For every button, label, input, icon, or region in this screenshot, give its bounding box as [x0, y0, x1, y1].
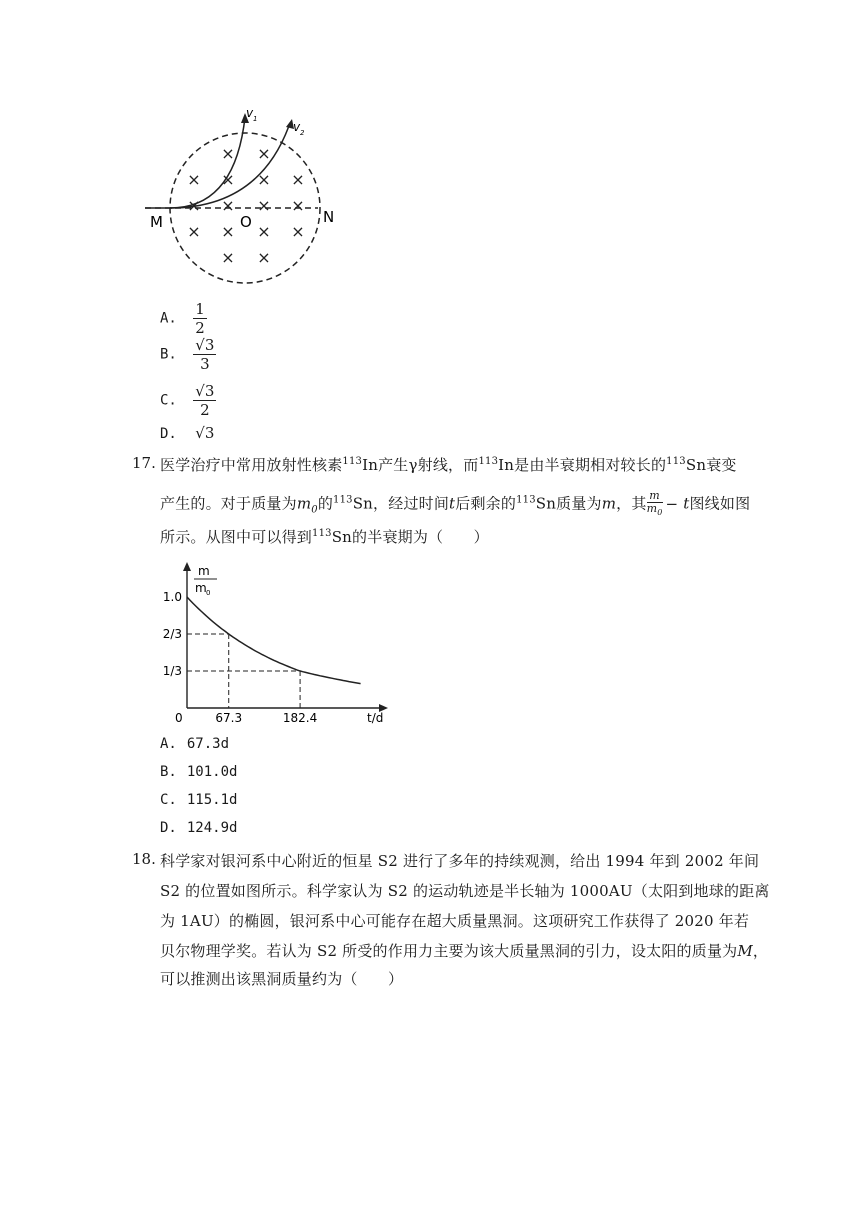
option-letter: A.	[160, 310, 177, 327]
label-O: O	[240, 213, 252, 231]
q17-option-c[interactable]: C. 115.1d	[160, 792, 238, 808]
origin-label: 0	[175, 711, 183, 725]
q18-line-1: 科学家对银河系中心附近的恒星 S2 进行了多年的持续观测，给出 1994 年到 2002 年间	[160, 852, 760, 870]
q16-option-b[interactable]: B. $\frac{√3}{3}$	[160, 336, 215, 373]
field-cross-icon: ×	[257, 144, 271, 163]
x-tick-label: 182.4	[282, 711, 318, 725]
field-cross-icon: ×	[221, 248, 235, 267]
label-v2: v	[293, 120, 301, 134]
field-cross-icon: ×	[221, 144, 235, 163]
guide-lines	[187, 634, 300, 708]
q18-line-4: 贝尔物理学奖。若认为 S2 所受的作用力主要为该大质量黑洞的引力，设太阳的质量为M，	[160, 942, 769, 960]
y-tick-label: 1/3	[162, 664, 182, 679]
option-letter: D.	[160, 426, 177, 442]
y-tick-labels	[163, 590, 182, 678]
magnetic-field-figure	[140, 105, 340, 290]
q17-option-a[interactable]: A. 67.3d	[160, 736, 230, 752]
option-letter: C.	[160, 392, 177, 409]
q18-line-5: 可以推测出该黑洞质量约为（ ）	[160, 970, 404, 988]
option-letter: B.	[160, 346, 177, 363]
y-tick-label: 2/3	[162, 626, 182, 641]
ylabel-num: m	[198, 564, 210, 578]
xlabel: t/d	[367, 711, 384, 725]
field-cross-icon: ×	[291, 170, 305, 189]
q18-line-2: S2 的位置如图所示。科学家认为 S2 的运动轨迹是半长轴为 1000AU（太阳到地球的距离	[160, 882, 770, 900]
field-cross-icon: ×	[257, 170, 271, 189]
label-v2-sub: 2	[300, 129, 305, 137]
y-tick-label: 1.0	[162, 590, 182, 604]
field-cross-icon: ×	[291, 196, 305, 215]
label-v1-sub: 1	[253, 115, 258, 123]
field-cross-icon: ×	[221, 196, 235, 215]
field-cross-icon: ×	[257, 248, 271, 267]
field-cross-icon: ×	[187, 170, 201, 189]
q17-line-3: 所示。从图中可以得到$^{113}$Sn的半衰期为（ ）	[160, 528, 489, 546]
q18-number: 18.	[132, 850, 156, 868]
y-axis-arrow-icon	[183, 562, 191, 571]
ylabel-den-sub: 0	[206, 589, 211, 597]
field-cross-icon: ×	[291, 222, 305, 241]
field-cross-icon: ×	[221, 222, 235, 241]
q16-option-a[interactable]: A. $\frac{1}{2}$	[160, 300, 205, 337]
label-M: M	[150, 213, 163, 231]
q16-option-c[interactable]: C. $\frac{√3}{2}$	[160, 382, 215, 419]
field-crosses	[187, 144, 304, 267]
label-N: N	[323, 208, 335, 226]
q17-option-b[interactable]: B. 101.0d	[160, 764, 238, 780]
x-tick-labels	[215, 711, 317, 725]
q17-line-1: 医学治疗中常用放射性核素$^{113}$In产生γ射线，而$^{113}$In是由半衰期相对较长的$^{113}$Sn衰变	[160, 456, 737, 474]
field-cross-icon: ×	[257, 196, 271, 215]
q16-option-d[interactable]: D. √3	[160, 424, 215, 442]
field-cross-icon: ×	[187, 222, 201, 241]
field-cross-icon: ×	[221, 170, 235, 189]
q18-line-3: 为 1AU）的椭圆，银河系中心可能存在超大质量黑洞。这项研究工作获得了 2020 年若	[160, 912, 750, 930]
field-cross-icon: ×	[257, 222, 271, 241]
label-v1: v	[246, 106, 254, 120]
field-cross-icon: ×	[187, 196, 201, 215]
ylabel-den: m	[195, 581, 207, 595]
decay-chart	[160, 560, 400, 725]
q17-option-d[interactable]: D. 124.9d	[160, 820, 238, 836]
x-tick-label: 67.3	[215, 711, 243, 725]
q17-line-2: 产生的。对于质量为$m_0$的$^{113}$Sn，经过时间t后剩余的$^{113}$Sn质量为m，其 $\frac{m}{m_0}$ − t图线如图	[160, 489, 751, 518]
q17-number: 17.	[132, 454, 156, 472]
